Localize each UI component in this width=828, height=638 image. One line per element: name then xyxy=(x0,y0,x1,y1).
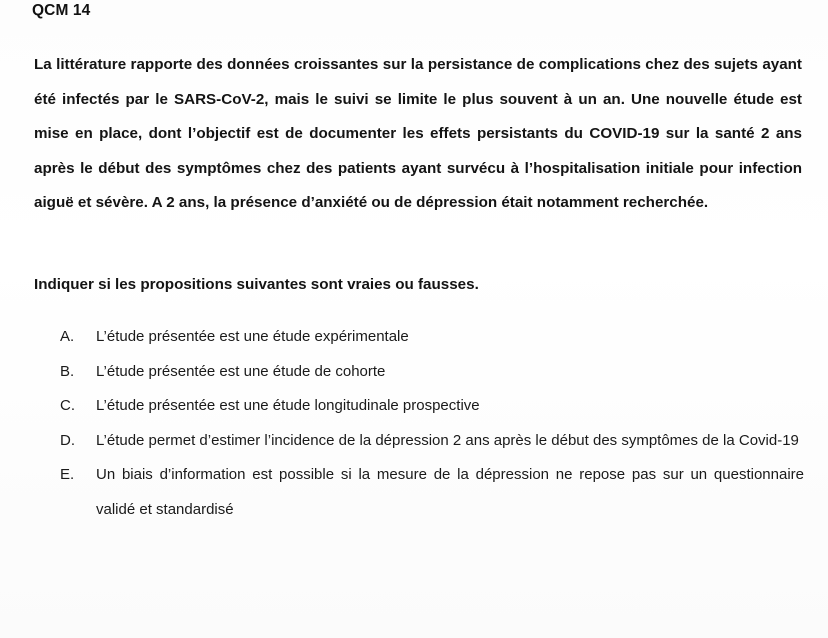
option-e xyxy=(60,458,804,527)
option-text: Un biais d’information est possible si la mesure de la dépression ne repose pas sur un questionnaire validé et standardisé xyxy=(96,466,804,518)
option-text: L’étude permet d’estimer l’incidence de la dépression 2 ans après le début des symptômes de la Covid-19 xyxy=(96,431,799,449)
option-b xyxy=(60,355,804,390)
option-a xyxy=(60,320,804,355)
option-letter: C. xyxy=(60,397,75,414)
option-letter: E. xyxy=(60,466,75,483)
option-text: L’étude présentée est une étude de cohorte xyxy=(96,362,386,380)
option-letter: D. xyxy=(60,431,75,449)
option-letter: B. xyxy=(60,362,75,380)
option-letter: A. xyxy=(60,328,75,345)
option-text: L’étude présentée est une étude longitudinale prospective xyxy=(96,397,480,414)
question-stem: La littérature rapporte des données croissantes sur la persistance de complications chez des sujets ayant été infectés par le SARS-CoV-2, mais le suivi se limite le plus souvent à un an. Une nouvelle étude est mise en place, dont l’objectif est de documenter les effets persistants du COVID-19 sur la santé 2 ans après le début des symptômes chez des patients ayant survécu à l’hospitalisation initiale pour infection aiguë et sévère. A 2 ans, la présence d’anxiété ou de dépression était notamment recherchée. xyxy=(34,56,802,211)
question-title: QCM 14 xyxy=(32,2,91,19)
answer-options-list xyxy=(60,320,804,527)
option-text: L’étude présentée est une étude expérimentale xyxy=(96,328,409,345)
option-d xyxy=(60,424,804,459)
question-instruction: Indiquer si les propositions suivantes sont vraies ou fausses. xyxy=(34,276,479,293)
option-c xyxy=(60,389,804,424)
